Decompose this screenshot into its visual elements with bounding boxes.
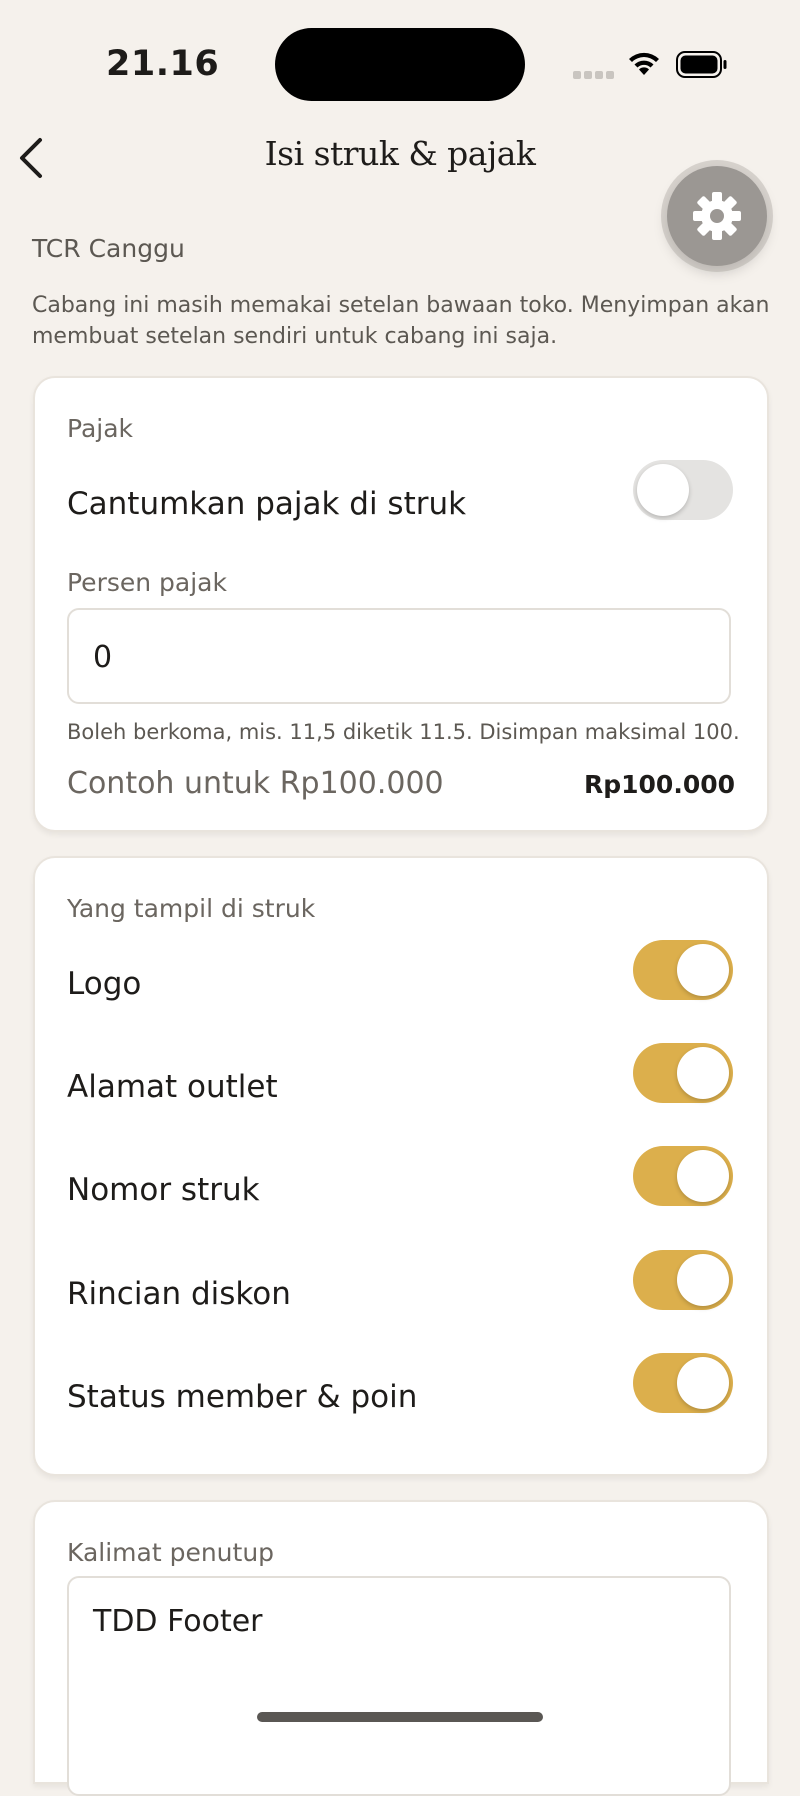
tax-card <box>33 376 769 832</box>
closing-section-label: Kalimat penutup <box>67 1538 275 1567</box>
receipt-number-toggle[interactable] <box>633 1146 733 1206</box>
branch-info-text: Cabang ini masih memakai setelan bawaan toko. Menyimpan akan membuat setelan sendiri untuk cabang ini saja. <box>32 293 770 349</box>
receipt-item-number-label: Nomor struk <box>67 1172 260 1208</box>
status-bar <box>0 0 800 120</box>
receipt-item-discount-label: Rincian diskon <box>67 1276 291 1312</box>
tax-percent-label: Persen pajak <box>67 568 227 597</box>
closing-sentence-value: TDD Footer <box>93 1604 263 1639</box>
tax-example-value: Rp100.000 <box>583 770 735 799</box>
receipt-section-label: Yang tampil di struk <box>67 894 316 923</box>
status-time: 21.16 <box>106 44 220 84</box>
closing-sentence-input[interactable] <box>67 1576 731 1796</box>
branch-name: TCR Canggu <box>32 234 185 263</box>
dynamic-island <box>275 28 525 101</box>
receipt-item-logo-label: Logo <box>67 966 142 1002</box>
discount-details-toggle[interactable] <box>633 1250 733 1310</box>
page-title: Isi struk & pajak <box>264 134 536 173</box>
tax-percent-input[interactable] <box>67 608 731 704</box>
wifi-icon <box>626 48 662 78</box>
outlet-address-toggle[interactable] <box>633 1043 733 1103</box>
cellular-signal-icon <box>573 71 615 79</box>
tax-percent-hint: Boleh berkoma, mis. 11,5 diketik 11.5. Disimpan maksimal 100. <box>67 720 740 744</box>
receipt-item-member-label: Status member & poin <box>67 1379 418 1415</box>
gear-icon <box>691 190 743 242</box>
closing-sentence-card <box>33 1500 769 1784</box>
battery-icon <box>676 51 728 78</box>
settings-fab-button[interactable] <box>667 166 767 266</box>
tax-percent-value: 0 <box>93 640 113 675</box>
home-indicator <box>257 1712 543 1722</box>
receipt-contents-card <box>33 856 769 1476</box>
include-tax-label: Cantumkan pajak di struk <box>67 486 467 522</box>
tax-section-label: Pajak <box>67 414 134 443</box>
receipt-item-address-label: Alamat outlet <box>67 1069 278 1105</box>
logo-toggle[interactable] <box>633 940 733 1000</box>
include-tax-toggle[interactable] <box>633 460 733 520</box>
tax-example-label: Contoh untuk Rp100.000 <box>67 766 444 801</box>
member-points-toggle[interactable] <box>633 1353 733 1413</box>
